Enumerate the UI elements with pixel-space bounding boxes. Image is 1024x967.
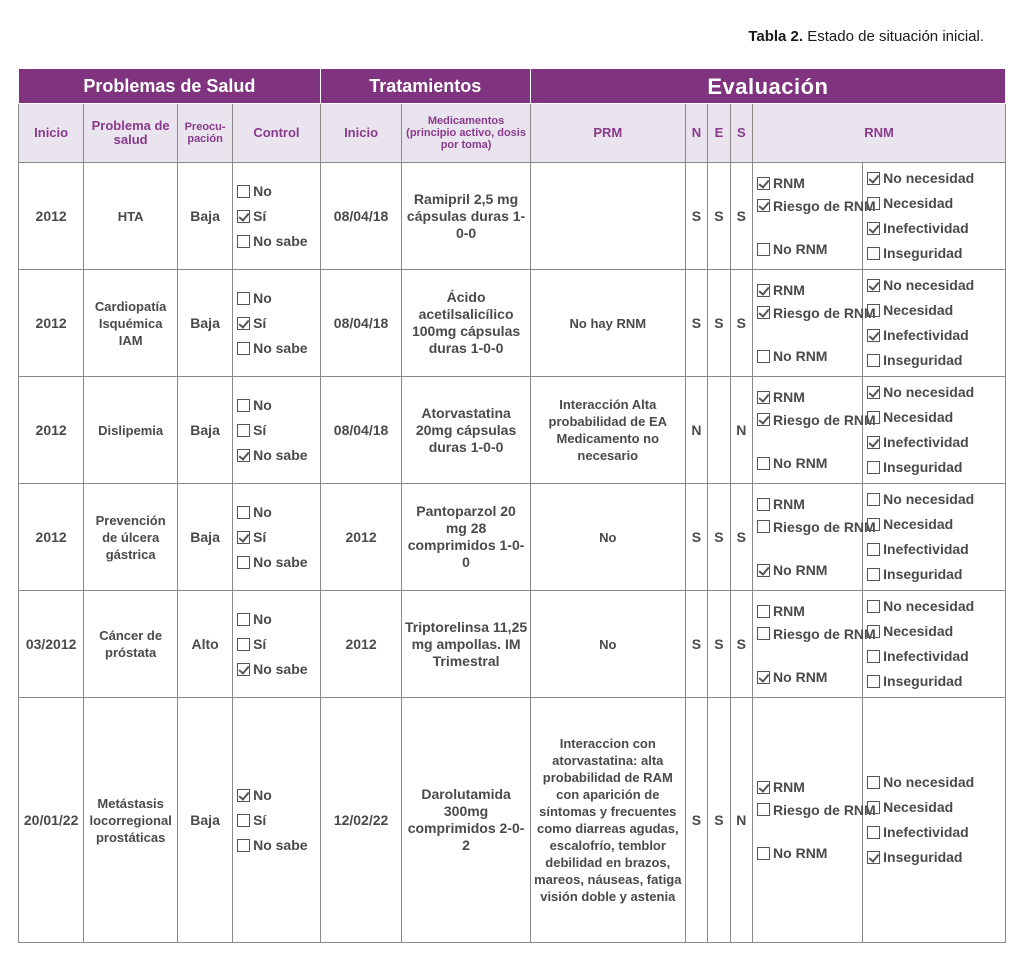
rnm-type-option[interactable] <box>867 348 1003 373</box>
cell-n: S <box>685 591 707 698</box>
rnm-type-option-label: Inseguridad <box>883 849 963 865</box>
control-option[interactable] <box>237 286 318 311</box>
rnm-option-label: No RNM <box>773 561 828 578</box>
checkbox-icon[interactable] <box>237 506 250 519</box>
rnm-type-option-label: No necesidad <box>883 384 975 400</box>
rnm-type-option-label: No necesidad <box>883 598 975 614</box>
checkbox-icon[interactable] <box>867 851 880 864</box>
rnm-option-label: No RNM <box>773 668 828 685</box>
control-options <box>233 270 321 377</box>
cell-e: S <box>708 163 730 270</box>
rnm-type-options <box>863 698 1006 943</box>
checkbox-icon[interactable] <box>757 520 770 533</box>
rnm-option[interactable] <box>757 665 860 690</box>
control-option-label: Sí <box>253 421 267 438</box>
cell-prm: No hay RNM <box>530 270 685 377</box>
cell-problema: Prevención de úlcera gástrica <box>84 484 178 591</box>
checkbox-icon[interactable] <box>867 247 880 260</box>
header-rnm: RNM <box>753 104 1006 163</box>
control-option-label: No sabe <box>253 446 308 463</box>
rnm-option-label: Riesgo de RNM <box>773 197 876 214</box>
control-option[interactable] <box>237 550 318 575</box>
control-option[interactable] <box>237 657 318 682</box>
control-options <box>233 163 321 270</box>
rnm-type-option[interactable] <box>867 380 1003 405</box>
control-option[interactable] <box>237 808 318 833</box>
checkbox-icon[interactable] <box>757 803 770 816</box>
rnm-option-label: Riesgo de RNM <box>773 411 876 428</box>
cell-problema: Dislipemia <box>84 377 178 484</box>
rnm-options <box>753 377 876 484</box>
rnm-option[interactable] <box>757 344 860 369</box>
rnm-type-option[interactable] <box>867 795 1003 820</box>
control-option-label: Sí <box>253 635 267 652</box>
control-option[interactable] <box>237 607 318 632</box>
checkbox-icon[interactable] <box>867 826 880 839</box>
rnm-option-label: RNM <box>773 388 805 405</box>
header-e: E <box>708 104 730 163</box>
cell-problema: Cardiopatía Isquémica IAM <box>84 270 178 377</box>
rnm-type-option-label: Necesidad <box>883 302 954 318</box>
cell-inicio: 2012 <box>19 377 84 484</box>
control-option-label: No sabe <box>253 339 308 356</box>
rnm-option[interactable] <box>757 599 860 624</box>
checkbox-icon[interactable] <box>867 411 880 424</box>
rnm-option-label: RNM <box>773 602 805 619</box>
initial-status-table <box>18 68 1006 943</box>
control-options <box>233 484 321 591</box>
checkbox-icon[interactable] <box>237 210 250 223</box>
rnm-option[interactable] <box>757 278 860 303</box>
cell-e <box>708 377 730 484</box>
cell-prm: Interacción Alta probabilidad de EA Medicamento no necesario <box>530 377 685 484</box>
table-row <box>19 377 1006 484</box>
rnm-type-option[interactable] <box>867 619 1003 644</box>
checkbox-icon[interactable] <box>867 518 880 531</box>
group-evaluacion: Evaluación <box>530 69 1005 104</box>
checkbox-icon[interactable] <box>867 329 880 342</box>
control-option[interactable] <box>237 443 318 468</box>
table-row <box>19 163 1006 270</box>
header-s: S <box>730 104 752 163</box>
checkbox-icon[interactable] <box>867 543 880 556</box>
rnm-option-label: Riesgo de RNM <box>773 518 876 535</box>
control-option-label: Sí <box>253 207 267 224</box>
checkbox-icon[interactable] <box>867 675 880 688</box>
rnm-type-option[interactable] <box>867 241 1003 266</box>
rnm-type-option-label: Inefectividad <box>883 824 969 840</box>
control-option-label: Sí <box>253 528 267 545</box>
rnm-option-label: Riesgo de RNM <box>773 304 876 321</box>
checkbox-icon[interactable] <box>867 493 880 506</box>
checkbox-icon[interactable] <box>757 605 770 618</box>
control-option[interactable] <box>237 783 318 808</box>
cell-preocupacion: Baja <box>178 484 233 591</box>
control-option-label: No sabe <box>253 660 308 677</box>
rnm-type-option-label: Inefectividad <box>883 327 969 343</box>
checkbox-icon[interactable] <box>867 650 880 663</box>
cell-problema: Cáncer de próstata <box>84 591 178 698</box>
rnm-type-option[interactable] <box>867 323 1003 348</box>
rnm-type-options <box>863 377 1006 484</box>
checkbox-icon[interactable] <box>757 847 770 860</box>
checkbox-icon[interactable] <box>237 638 250 651</box>
checkbox-icon[interactable] <box>237 449 250 462</box>
cell-preocupacion: Baja <box>178 270 233 377</box>
cell-s: S <box>730 163 752 270</box>
checkbox-icon[interactable] <box>757 391 770 404</box>
checkbox-icon[interactable] <box>757 627 770 640</box>
checkbox-icon[interactable] <box>867 279 880 292</box>
checkbox-icon[interactable] <box>757 498 770 511</box>
control-option[interactable] <box>237 204 318 229</box>
control-option[interactable] <box>237 179 318 204</box>
rnm-type-option-label: No necesidad <box>883 170 975 186</box>
rnm-type-option[interactable] <box>867 405 1003 430</box>
cell-inicio: 2012 <box>19 270 84 377</box>
rnm-type-option[interactable] <box>867 562 1003 587</box>
cell-preocupacion: Alto <box>178 591 233 698</box>
checkbox-icon[interactable] <box>867 461 880 474</box>
rnm-type-option-label: No necesidad <box>883 277 975 293</box>
checkbox-icon[interactable] <box>237 342 250 355</box>
rnm-option[interactable] <box>757 517 876 558</box>
checkbox-icon[interactable] <box>757 199 770 212</box>
rnm-option[interactable] <box>757 492 860 517</box>
rnm-option[interactable] <box>757 451 860 476</box>
rnm-type-option[interactable] <box>867 298 1003 323</box>
cell-medicamento: Triptorelinsa 11,25 mg ampollas. IM Trimestral <box>402 591 530 698</box>
control-option-label: Sí <box>253 811 267 828</box>
checkbox-icon[interactable] <box>237 613 250 626</box>
rnm-type-option-label: Necesidad <box>883 623 954 639</box>
rnm-type-options <box>863 591 1006 698</box>
cell-n: S <box>685 484 707 591</box>
control-option-label: No <box>253 396 272 413</box>
rnm-type-option-label: Inseguridad <box>883 566 963 582</box>
rnm-option[interactable] <box>757 303 876 344</box>
checkbox-icon[interactable] <box>757 284 770 297</box>
control-option[interactable] <box>237 336 318 361</box>
control-option-label: No sabe <box>253 836 308 853</box>
header-problema: Problema de salud <box>84 104 178 163</box>
rnm-option-label: RNM <box>773 174 805 191</box>
rnm-type-option[interactable] <box>867 537 1003 562</box>
cell-problema: Metástasis locorregional prostáticas <box>84 698 178 943</box>
control-option[interactable] <box>237 418 318 443</box>
control-option[interactable] <box>237 393 318 418</box>
checkbox-icon[interactable] <box>867 625 880 638</box>
cell-inicio-tratamiento: 08/04/18 <box>320 377 402 484</box>
checkbox-icon[interactable] <box>757 781 770 794</box>
control-option-label: No <box>253 786 272 803</box>
rnm-type-option[interactable] <box>867 487 1003 512</box>
rnm-options <box>753 698 876 943</box>
rnm-option[interactable] <box>757 775 860 800</box>
rnm-option-label: Riesgo de RNM <box>773 801 876 818</box>
checkbox-icon[interactable] <box>867 197 880 210</box>
cell-prm <box>530 163 685 270</box>
rnm-options <box>753 484 876 591</box>
rnm-option[interactable] <box>757 171 860 196</box>
cell-inicio-tratamiento: 12/02/22 <box>320 698 402 943</box>
table-row <box>19 270 1006 377</box>
cell-prm: No <box>530 484 685 591</box>
rnm-type-option[interactable] <box>867 845 1003 870</box>
rnm-type-option[interactable] <box>867 430 1003 455</box>
cell-n: S <box>685 270 707 377</box>
rnm-type-option-label: Inefectividad <box>883 648 969 664</box>
rnm-type-option[interactable] <box>867 273 1003 298</box>
cell-inicio: 03/2012 <box>19 591 84 698</box>
rnm-option[interactable] <box>757 237 860 262</box>
rnm-type-option[interactable] <box>867 191 1003 216</box>
rnm-type-option-label: Inefectividad <box>883 220 969 236</box>
checkbox-icon[interactable] <box>757 350 770 363</box>
cell-inicio-tratamiento: 2012 <box>320 484 402 591</box>
cell-preocupacion: Baja <box>178 698 233 943</box>
control-option[interactable] <box>237 525 318 550</box>
checkbox-icon[interactable] <box>237 317 250 330</box>
rnm-type-option[interactable] <box>867 216 1003 241</box>
checkbox-icon[interactable] <box>757 306 770 319</box>
rnm-option-label: No RNM <box>773 844 828 861</box>
checkbox-icon[interactable] <box>757 671 770 684</box>
cell-s: S <box>730 484 752 591</box>
checkbox-icon[interactable] <box>237 424 250 437</box>
control-options <box>233 698 321 943</box>
checkbox-icon[interactable] <box>237 235 250 248</box>
rnm-option[interactable] <box>757 196 876 237</box>
cell-prm: Interaccion con atorvastatina: alta probabilidad de RAM con aparición de síntomas y frecuentes como diarreas agudas, escalofrío, temblor debilidad en brazos, mareos, náuseas, fatiga visión doble y astenia <box>530 698 685 943</box>
rnm-type-option-label: Inseguridad <box>883 459 963 475</box>
cell-e: S <box>708 270 730 377</box>
checkbox-icon[interactable] <box>867 386 880 399</box>
checkbox-icon[interactable] <box>867 568 880 581</box>
table-row <box>19 698 1006 943</box>
cell-medicamento: Darolutamida 300mg comprimidos 2-0-2 <box>402 698 530 943</box>
rnm-type-option-label: Inseguridad <box>883 352 963 368</box>
control-option-label: No <box>253 289 272 306</box>
control-option-label: No sabe <box>253 553 308 570</box>
rnm-type-option-label: Necesidad <box>883 409 954 425</box>
header-preocupacion: Preocu-pación <box>178 104 233 163</box>
control-option[interactable] <box>237 632 318 657</box>
control-option[interactable] <box>237 229 318 254</box>
rnm-type-option[interactable] <box>867 512 1003 537</box>
checkbox-icon[interactable] <box>237 789 250 802</box>
control-option[interactable] <box>237 311 318 336</box>
table-row <box>19 484 1006 591</box>
cell-preocupacion: Baja <box>178 377 233 484</box>
header-inicio: Inicio <box>19 104 84 163</box>
checkbox-icon[interactable] <box>237 292 250 305</box>
checkbox-icon[interactable] <box>757 457 770 470</box>
rnm-type-option-label: Necesidad <box>883 195 954 211</box>
cell-n: N <box>685 377 707 484</box>
rnm-type-option[interactable] <box>867 669 1003 694</box>
cell-preocupacion: Baja <box>178 163 233 270</box>
rnm-type-option-label: No necesidad <box>883 774 975 790</box>
header-control: Control <box>233 104 321 163</box>
checkbox-icon[interactable] <box>237 185 250 198</box>
checkbox-icon[interactable] <box>757 177 770 190</box>
rnm-type-options <box>863 484 1006 591</box>
checkbox-icon[interactable] <box>237 556 250 569</box>
cell-s: N <box>730 698 752 943</box>
rnm-type-option[interactable] <box>867 594 1003 619</box>
header-prm: PRM <box>530 104 685 163</box>
control-option-label: No sabe <box>253 232 308 249</box>
cell-s: N <box>730 377 752 484</box>
checkbox-icon[interactable] <box>867 776 880 789</box>
checkbox-icon[interactable] <box>867 354 880 367</box>
group-problemas-salud: Problemas de Salud <box>19 69 321 104</box>
rnm-option[interactable] <box>757 410 876 451</box>
cell-n: S <box>685 698 707 943</box>
checkbox-icon[interactable] <box>757 564 770 577</box>
rnm-option[interactable] <box>757 558 860 583</box>
control-option-label: No <box>253 610 272 627</box>
rnm-option[interactable] <box>757 841 860 866</box>
table-caption: Tabla 2. Estado de situación inicial. <box>748 28 984 45</box>
rnm-options <box>753 163 876 270</box>
group-tratamientos: Tratamientos <box>320 69 530 104</box>
rnm-option-label: No RNM <box>773 454 828 471</box>
rnm-option[interactable] <box>757 385 860 410</box>
rnm-option-label: RNM <box>773 281 805 298</box>
checkbox-icon[interactable] <box>867 172 880 185</box>
cell-e: S <box>708 484 730 591</box>
checkbox-icon[interactable] <box>867 801 880 814</box>
cell-inicio: 2012 <box>19 163 84 270</box>
rnm-type-option-label: Inefectividad <box>883 541 969 557</box>
checkbox-icon[interactable] <box>757 413 770 426</box>
rnm-option-label: Riesgo de RNM <box>773 625 876 642</box>
cell-s: S <box>730 270 752 377</box>
checkbox-icon[interactable] <box>867 304 880 317</box>
control-options <box>233 377 321 484</box>
checkbox-icon[interactable] <box>237 814 250 827</box>
rnm-option-label: No RNM <box>773 240 828 257</box>
cell-medicamento: Ácido acetilsalicílico 100mg cápsulas duras 1-0-0 <box>402 270 530 377</box>
rnm-options <box>753 591 876 698</box>
cell-e: S <box>708 698 730 943</box>
rnm-type-option-label: Necesidad <box>883 799 954 815</box>
rnm-type-option[interactable] <box>867 820 1003 845</box>
rnm-type-option-label: Inseguridad <box>883 673 963 689</box>
header-n: N <box>685 104 707 163</box>
control-option[interactable] <box>237 500 318 525</box>
table-row <box>19 591 1006 698</box>
header-inicio-tratamiento: Inicio <box>320 104 402 163</box>
rnm-option[interactable] <box>757 624 876 665</box>
control-options <box>233 591 321 698</box>
cell-medicamento: Pantoparzol 20 mg 28 comprimidos 1-0-0 <box>402 484 530 591</box>
rnm-type-option-label: Inefectividad <box>883 434 969 450</box>
rnm-option-label: RNM <box>773 778 805 795</box>
control-option-label: Sí <box>253 314 267 331</box>
cell-medicamento: Ramipril 2,5 mg cápsulas duras 1-0-0 <box>402 163 530 270</box>
rnm-type-option-label: Necesidad <box>883 516 954 532</box>
cell-e: S <box>708 591 730 698</box>
control-option[interactable] <box>237 833 318 858</box>
control-option-label: No <box>253 503 272 520</box>
cell-inicio-tratamiento: 08/04/18 <box>320 270 402 377</box>
rnm-type-option[interactable] <box>867 455 1003 480</box>
rnm-options <box>753 270 876 377</box>
control-option-label: No <box>253 182 272 199</box>
rnm-option-label: RNM <box>773 495 805 512</box>
rnm-option-label: No RNM <box>773 347 828 364</box>
checkbox-icon[interactable] <box>237 663 250 676</box>
header-medicamentos: Medicamentos (principio activo, dosis por toma) <box>402 104 530 163</box>
rnm-option[interactable] <box>757 800 876 841</box>
rnm-type-options <box>863 163 1006 270</box>
rnm-type-option[interactable] <box>867 166 1003 191</box>
rnm-type-option[interactable] <box>867 770 1003 795</box>
checkbox-icon[interactable] <box>757 243 770 256</box>
rnm-type-option-label: Inseguridad <box>883 245 963 261</box>
rnm-type-option[interactable] <box>867 644 1003 669</box>
cell-inicio-tratamiento: 08/04/18 <box>320 163 402 270</box>
cell-inicio: 20/01/22 <box>19 698 84 943</box>
cell-prm: No <box>530 591 685 698</box>
checkbox-icon[interactable] <box>237 399 250 412</box>
cell-medicamento: Atorvastatina 20mg cápsulas duras 1-0-0 <box>402 377 530 484</box>
cell-n: S <box>685 163 707 270</box>
checkbox-icon[interactable] <box>237 839 250 852</box>
cell-inicio-tratamiento: 2012 <box>320 591 402 698</box>
cell-inicio: 2012 <box>19 484 84 591</box>
cell-problema: HTA <box>84 163 178 270</box>
checkbox-icon[interactable] <box>867 222 880 235</box>
rnm-type-options <box>863 270 1006 377</box>
checkbox-icon[interactable] <box>237 531 250 544</box>
rnm-type-option-label: No necesidad <box>883 491 975 507</box>
cell-s: S <box>730 591 752 698</box>
checkbox-icon[interactable] <box>867 600 880 613</box>
checkbox-icon[interactable] <box>867 436 880 449</box>
